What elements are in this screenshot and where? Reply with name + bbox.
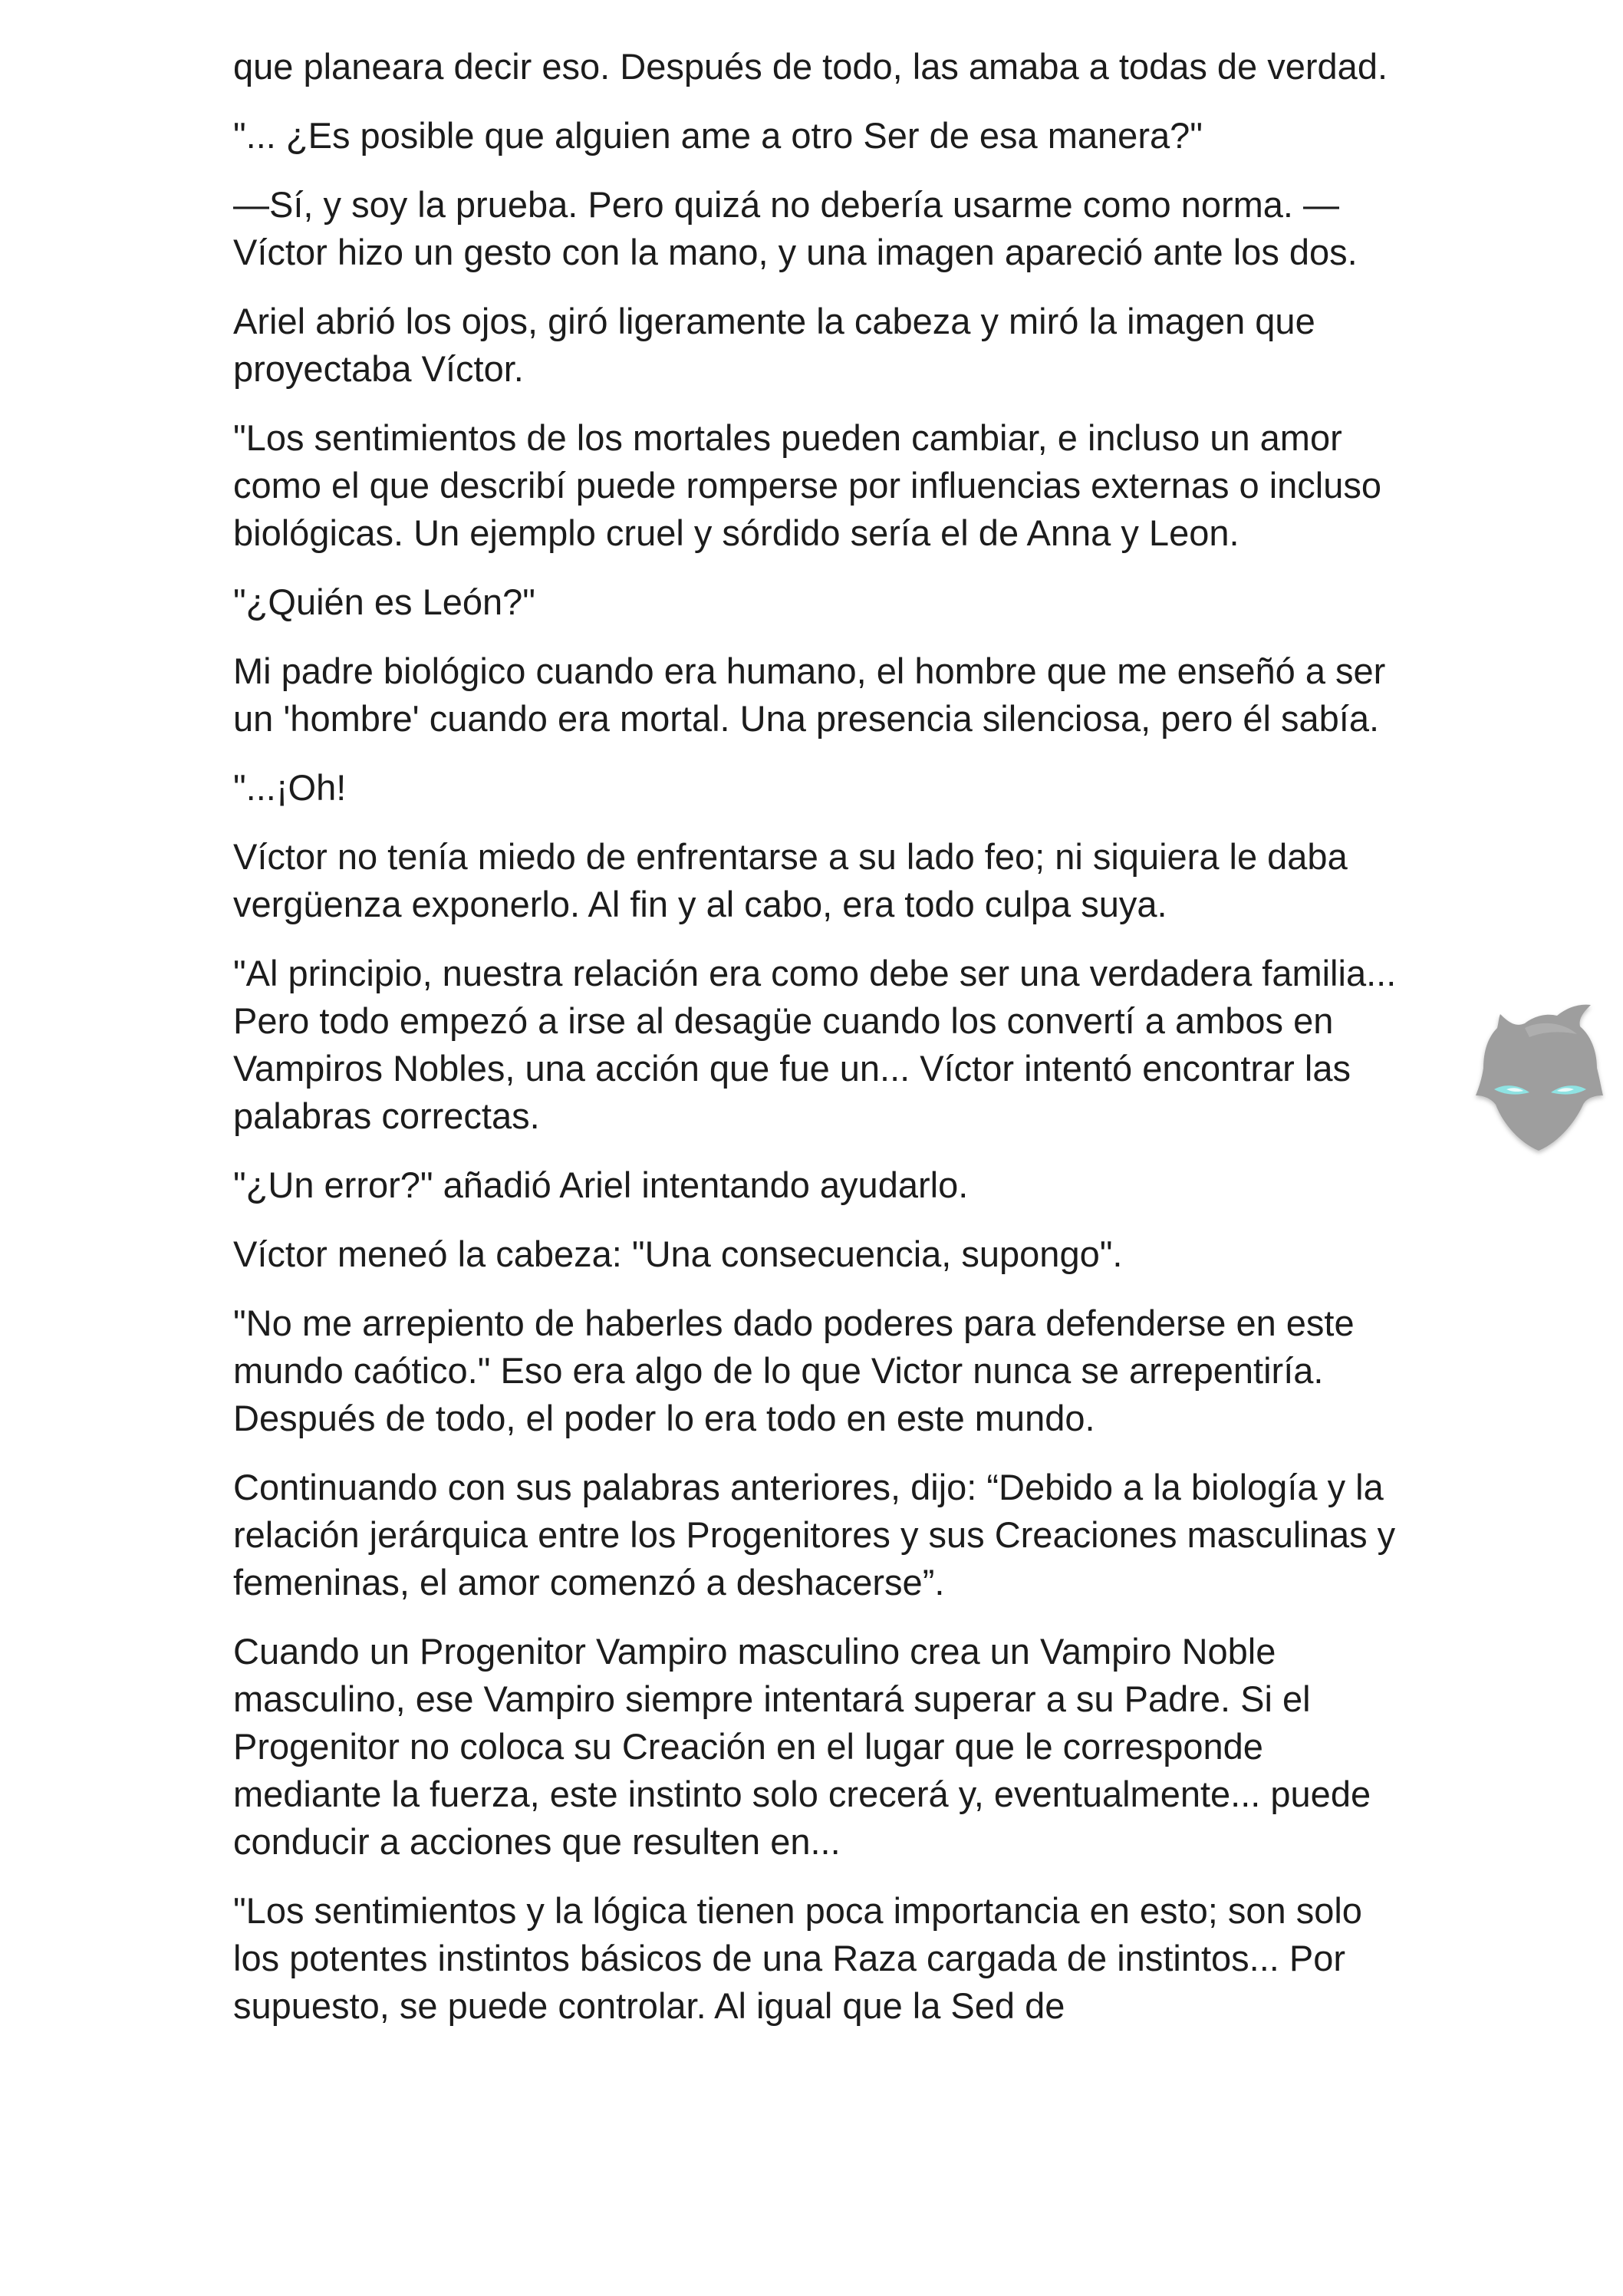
paragraph: "No me arrepiento de haberles dado poderes para defenderse en este mundo caótico." Eso era algo de lo que Victor nunca se arrepentiría. Después de todo, el poder lo era todo en este mundo. bbox=[233, 1303, 1355, 1438]
demon-head-icon bbox=[1471, 997, 1609, 1158]
paragraph: Ariel abrió los ojos, giró ligeramente la cabeza y miró la imagen que proyectaba Víctor. bbox=[233, 301, 1315, 389]
paragraph: "¿Quién es León?" bbox=[233, 581, 535, 622]
paragraph: "...¡Oh! bbox=[233, 767, 347, 808]
paragraph: Cuando un Progenitor Vampiro masculino crea un Vampiro Noble masculino, ese Vampiro siempre intentará superar a su Padre. Si el Progenitor no coloca su Creación en el lugar que le corresponde mediante la fuerza, este instinto solo crecerá y, eventualmente... puede conducir a acciones que resulten en... bbox=[233, 1631, 1371, 1862]
document-body bbox=[233, 43, 1407, 2051]
paragraph: "Los sentimientos y la lógica tienen poca importancia en esto; son solo los potentes instintos básicos de una Raza cargada de instintos... Por supuesto, se puede controlar. Al igual que la Sed de bbox=[233, 1890, 1362, 2026]
paragraph: que planeara decir eso. Después de todo, las amaba a todas de verdad. bbox=[233, 46, 1388, 87]
paragraph: "Al principio, nuestra relación era como debe ser una verdadera familia... Pero todo empezó a irse al desagüe cuando los convertí a ambos en Vampiros Nobles, una acción que fue un... Víctor intentó encontrar las palabras correctas. bbox=[233, 953, 1397, 1136]
paragraph: Víctor no tenía miedo de enfrentarse a su lado feo; ni siquiera le daba vergüenza exponerlo. Al fin y al cabo, era todo culpa suya. bbox=[233, 836, 1348, 924]
paragraph: "... ¿Es posible que alguien ame a otro Ser de esa manera?" bbox=[233, 115, 1203, 156]
paragraph: "Los sentimientos de los mortales pueden cambiar, e incluso un amor como el que describí puede romperse por influencias externas o incluso biológicas. Un ejemplo cruel y sórdido sería el de Anna y Leon. bbox=[233, 417, 1382, 553]
paragraph: —Sí, y soy la prueba. Pero quizá no debería usarme como norma. —Víctor hizo un gesto con la mano, y una imagen apareció ante los dos. bbox=[233, 184, 1358, 272]
paragraph: Mi padre biológico cuando era humano, el hombre que me enseñó a ser un 'hombre' cuando era mortal. Una presencia silenciosa, pero él sabía. bbox=[233, 651, 1386, 739]
paragraph: Continuando con sus palabras anteriores, dijo: “Debido a la biología y la relación jerárquica entre los Progenitores y sus Creaciones masculinas y femeninas, el amor comenzó a deshacerse”. bbox=[233, 1467, 1396, 1603]
paragraph: Víctor meneó la cabeza: "Una consecuencia, supongo". bbox=[233, 1234, 1123, 1274]
paragraph: "¿Un error?" añadió Ariel intentando ayudarlo. bbox=[233, 1164, 969, 1205]
